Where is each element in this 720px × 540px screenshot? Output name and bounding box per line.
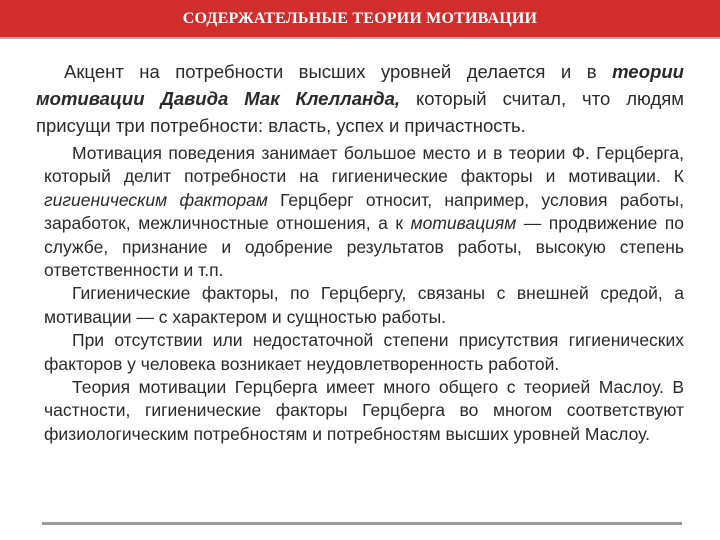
intro-paragraph [36,58,684,139]
herzberg-paragraph-4: Теория мотивации Герцберга имеет много общего с теорией Маслоу. В частности, гигиенические факторы Герцберга во многом соответствуют физиологическим потребностям и потребностям высших уровней Маслоу. [44,377,684,444]
intro-text-after: который считал, что людям присущи три потребности: власть, успех и причастность. [36,88,684,136]
intro-emphasis: теории мотивации Давида Мак Клелланда, [36,61,684,109]
herzberg-paragraph-1 [44,142,684,282]
herzberg-section [44,142,684,446]
p1-text-3: — продвижение по службе, признание и одобрение результатов работы, высокую степень ответственности и т.п. [44,213,685,281]
slide-title: СОДЕРЖАТЕЛЬНЫЕ ТЕОРИИ МОТИВАЦИИ [182,9,538,27]
intro-text-before: Акцент на потребности высших уровней делается и в [64,61,613,82]
herzberg-paragraph-2: Гигиенические факторы, по Герцбергу, связаны с внешней средой, а мотивации — с характером и сущностью работы. [44,283,684,327]
p1-text-2: Герцберг относит, например, условия работы, заработок, межличностные отношения, а к [44,189,684,234]
term-hygiene-factors: гигиеническим факторам [44,189,268,210]
term-motivations: мотивациям [410,213,517,234]
bottom-divider [42,522,682,525]
title-bar [0,0,720,39]
p1-text-1: Мотивация поведения занимает большое место и в теории Ф. Герцберга, который делит потребности на гигиенические факторы и мотивации. К [44,143,684,187]
herzberg-paragraph-3: При отсутствии или недостаточной степени присутствия гигиенических факторов у человека возникает неудовлетворенность работой. [44,330,684,374]
